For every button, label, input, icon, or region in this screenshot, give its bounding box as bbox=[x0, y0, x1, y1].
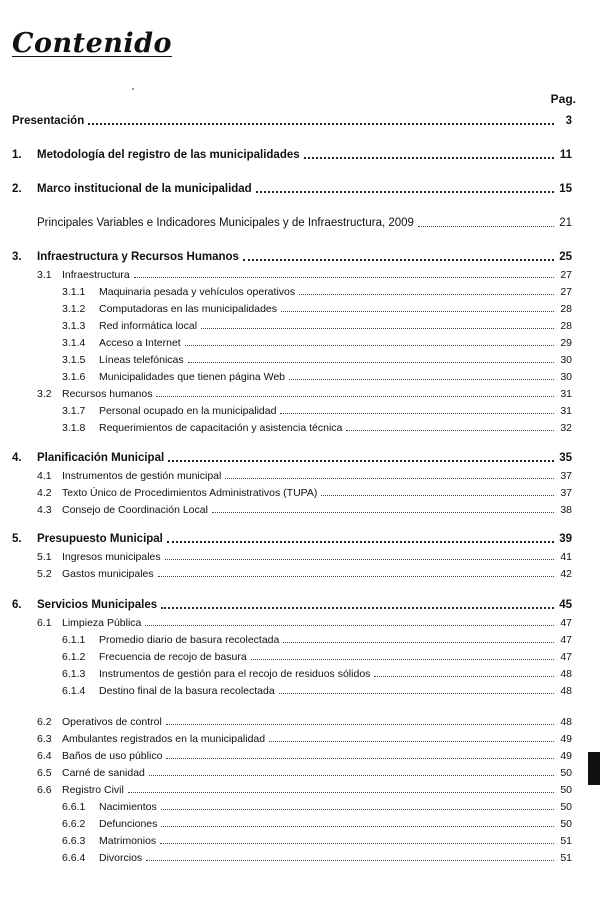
toc-entry-page: 32 bbox=[560, 421, 572, 434]
dot-leader bbox=[418, 225, 554, 227]
dot-leader bbox=[88, 122, 554, 125]
toc-entry bbox=[12, 530, 572, 545]
toc-entry-number: 3.1.1 bbox=[62, 285, 86, 298]
toc-entry bbox=[12, 146, 572, 161]
toc-entry-title: Marco institucional de la municipalidad bbox=[37, 182, 252, 195]
toc-entry-number: 3.1.4 bbox=[62, 336, 86, 349]
toc-entry-page: 27 bbox=[560, 285, 572, 298]
toc-entry-page: 50 bbox=[560, 783, 572, 796]
toc-entry bbox=[37, 729, 572, 744]
toc-entry-page: 41 bbox=[560, 550, 572, 563]
toc-entry-page: 27 bbox=[560, 268, 572, 281]
toc-entry-page: 37 bbox=[560, 486, 572, 499]
dot-leader bbox=[168, 459, 554, 462]
toc-entry-page: 49 bbox=[560, 732, 572, 745]
toc-entry-title: Requerimientos de capacitación y asistencia técnica bbox=[99, 421, 343, 434]
dot-leader bbox=[279, 692, 554, 694]
dot-leader bbox=[166, 723, 554, 725]
toc-entry-number: 6.1 bbox=[37, 616, 52, 629]
toc-entry-title: Matrimonios bbox=[99, 834, 157, 847]
toc-entry-title: Consejo de Coordinación Local bbox=[62, 503, 208, 516]
dot-leader bbox=[161, 808, 554, 810]
toc-entry-number: 3.1.3 bbox=[62, 319, 86, 332]
toc-entry bbox=[12, 449, 572, 464]
toc-entry-number: 4.2 bbox=[37, 486, 52, 499]
toc-entry-title: Metodología del registro de las municipalidades bbox=[37, 148, 300, 161]
toc-entry-page: 28 bbox=[560, 319, 572, 332]
toc-entry-number: 5.1 bbox=[37, 550, 52, 563]
toc-entry-title: Líneas telefónicas bbox=[99, 353, 184, 366]
dot-leader bbox=[212, 511, 554, 513]
toc-entry-number: 3.1.2 bbox=[62, 302, 86, 315]
dot-leader bbox=[374, 675, 554, 677]
toc-entry-number: 2. bbox=[12, 182, 22, 195]
toc-entry-page: 48 bbox=[560, 667, 572, 680]
toc-entry-page: 45 bbox=[559, 598, 572, 611]
dot-leader bbox=[145, 624, 554, 626]
toc-entry bbox=[62, 282, 572, 297]
toc-entry-title: Operativos de control bbox=[62, 715, 162, 728]
toc-entry-title: Limpieza Pública bbox=[62, 616, 142, 629]
dot-leader bbox=[289, 378, 554, 380]
dot-leader bbox=[269, 740, 554, 742]
toc-entry bbox=[12, 180, 572, 195]
toc-entry-page: 25 bbox=[559, 250, 572, 263]
dot-leader bbox=[188, 361, 554, 363]
toc-entry-page: 48 bbox=[560, 715, 572, 728]
dot-leader bbox=[146, 859, 554, 861]
toc-entry bbox=[37, 763, 572, 778]
toc-entry-title: Registro Civil bbox=[62, 783, 124, 796]
toc-entry bbox=[37, 500, 572, 515]
toc-entry-title: Planificación Municipal bbox=[37, 451, 165, 464]
toc-entry bbox=[62, 664, 572, 679]
toc-entry-number: 3.1.7 bbox=[62, 404, 86, 417]
toc-entry bbox=[62, 333, 572, 348]
toc-entry bbox=[37, 265, 572, 280]
toc-entry-page: 50 bbox=[560, 817, 572, 830]
toc-entry-page: 30 bbox=[560, 353, 572, 366]
toc-entry bbox=[62, 647, 572, 662]
toc-entry-title: Carné de sanidad bbox=[62, 766, 145, 779]
toc-entry-title: Ingresos municipales bbox=[62, 550, 161, 563]
dot-leader bbox=[281, 310, 554, 312]
dot-leader bbox=[156, 395, 554, 397]
toc-entry bbox=[62, 681, 572, 696]
toc-entry-page: 31 bbox=[560, 387, 572, 400]
toc-entry-title: Acceso a Internet bbox=[99, 336, 181, 349]
toc-entry-number: 4.3 bbox=[37, 503, 52, 516]
toc-entry bbox=[62, 831, 572, 846]
dot-leader bbox=[251, 658, 554, 660]
section-tab-marker bbox=[588, 752, 600, 785]
dot-leader bbox=[166, 757, 554, 759]
toc-entry-page: 48 bbox=[560, 684, 572, 697]
toc-entry-page: 39 bbox=[559, 532, 572, 545]
toc-entry-title: Computadoras en las municipalidades bbox=[99, 302, 278, 315]
toc-entry bbox=[37, 466, 572, 481]
toc-entry bbox=[37, 547, 572, 562]
toc-entry-title: Divorcios bbox=[99, 851, 143, 864]
toc-entry-page: 3 bbox=[565, 114, 572, 127]
toc-entry bbox=[37, 746, 572, 761]
toc-entry-page: 42 bbox=[560, 567, 572, 580]
dot-leader bbox=[161, 606, 554, 609]
toc-entry-title: Baños de uso público bbox=[62, 749, 163, 762]
dot-leader bbox=[149, 774, 554, 776]
page-column-label: Pag. bbox=[550, 92, 576, 106]
toc-entry-page: 28 bbox=[560, 302, 572, 315]
toc-entry-number: 6.5 bbox=[37, 766, 52, 779]
toc-entry-number: 3.2 bbox=[37, 387, 52, 400]
toc-entry-number: 5. bbox=[12, 532, 22, 545]
toc-entry-number: 6.2 bbox=[37, 715, 52, 728]
toc-entry-page: 47 bbox=[560, 616, 572, 629]
page-title: Contenido bbox=[12, 28, 173, 59]
toc-entry-page: 37 bbox=[560, 469, 572, 482]
toc-entry bbox=[62, 797, 572, 812]
dot-leader bbox=[256, 190, 554, 193]
toc-entry-page: 38 bbox=[560, 503, 572, 516]
toc-entry-title: Frecuencia de recojo de basura bbox=[99, 650, 247, 663]
toc-entry bbox=[37, 214, 572, 229]
toc-entry-number: 3.1.8 bbox=[62, 421, 86, 434]
toc-entry-page: 31 bbox=[560, 404, 572, 417]
dot-leader bbox=[346, 429, 554, 431]
toc-entry bbox=[37, 780, 572, 795]
toc-entry-number: 6.6.4 bbox=[62, 851, 86, 864]
toc-entry-number: 3.1.5 bbox=[62, 353, 86, 366]
toc-entry-page: 15 bbox=[559, 182, 572, 195]
toc-entry-number: 3. bbox=[12, 250, 22, 263]
toc-entry-page: 51 bbox=[560, 851, 572, 864]
dot-leader bbox=[304, 156, 554, 159]
toc-entry-number: 3.1.6 bbox=[62, 370, 86, 383]
dot-leader bbox=[321, 494, 554, 496]
dot-leader bbox=[225, 477, 554, 479]
toc-entry-title: Municipalidades que tienen página Web bbox=[99, 370, 286, 383]
toc-entry-page: 11 bbox=[559, 148, 572, 161]
toc-entry-title: Texto Único de Procedimientos Administrativos (TUPA) bbox=[62, 486, 318, 499]
toc-entry bbox=[62, 350, 572, 365]
dot-leader bbox=[280, 412, 554, 414]
toc-entry bbox=[37, 384, 572, 399]
dot-leader bbox=[165, 558, 554, 560]
toc-entry-title: Infraestructura bbox=[62, 268, 130, 281]
toc-entry-page: 51 bbox=[560, 834, 572, 847]
toc-entry-number: 4.1 bbox=[37, 469, 52, 482]
toc-entry bbox=[12, 248, 572, 263]
toc-entry bbox=[62, 418, 572, 433]
toc-entry bbox=[62, 367, 572, 382]
dot-leader bbox=[243, 258, 554, 261]
toc-entry-title: Gastos municipales bbox=[62, 567, 154, 580]
toc-entry-title: Presentación bbox=[12, 114, 85, 127]
dot-leader bbox=[167, 540, 554, 543]
toc-entry-number: 6.1.4 bbox=[62, 684, 86, 697]
toc-entry-page: 50 bbox=[560, 766, 572, 779]
toc-entry-page: 47 bbox=[560, 633, 572, 646]
toc-entry-number: 6.3 bbox=[37, 732, 52, 745]
toc-entry bbox=[37, 613, 572, 628]
toc-entry-title: Instrumentos de gestión para el recojo de residuos sólidos bbox=[99, 667, 371, 680]
toc-entry-title: Personal ocupado en la municipalidad bbox=[99, 404, 277, 417]
toc-entry-number: 6.6.1 bbox=[62, 800, 86, 813]
toc-entry-title: Red informática local bbox=[99, 319, 198, 332]
toc-entry-number: 6.6.2 bbox=[62, 817, 86, 830]
dot-leader bbox=[201, 327, 554, 329]
dot-leader bbox=[128, 791, 554, 793]
dot-leader bbox=[185, 344, 554, 346]
dot-leader bbox=[134, 276, 554, 278]
toc-entry bbox=[62, 814, 572, 829]
toc-entry-number: 6.1.3 bbox=[62, 667, 86, 680]
toc-entry-title: Defunciones bbox=[99, 817, 158, 830]
toc-entry-title: Principales Variables e Indicadores Municipales y de Infraestructura, 2009 bbox=[37, 216, 414, 229]
dot-leader bbox=[299, 293, 554, 295]
toc-entry-title: Nacimientos bbox=[99, 800, 157, 813]
toc-entry bbox=[12, 596, 572, 611]
toc-entry-number: 6.6 bbox=[37, 783, 52, 796]
dot-leader bbox=[160, 842, 554, 844]
toc-entry-page: 50 bbox=[560, 800, 572, 813]
dot-leader bbox=[158, 575, 554, 577]
toc-entry-page: 35 bbox=[559, 451, 572, 464]
toc-entry-title: Promedio diario de basura recolectada bbox=[99, 633, 280, 646]
toc-entry-number: 5.2 bbox=[37, 567, 52, 580]
toc-entry-title: Infraestructura y Recursos Humanos bbox=[37, 250, 239, 263]
toc-entry-page: 47 bbox=[560, 650, 572, 663]
toc-entry-number: 6.1.1 bbox=[62, 633, 86, 646]
toc-entry bbox=[37, 712, 572, 727]
toc-entry-page: 30 bbox=[560, 370, 572, 383]
toc-entry-title: Presupuesto Municipal bbox=[37, 532, 163, 545]
toc-entry-number: 6.6.3 bbox=[62, 834, 86, 847]
toc-entry bbox=[37, 483, 572, 498]
toc-entry bbox=[12, 112, 572, 127]
toc-entry-number: 1. bbox=[12, 148, 22, 161]
toc-entry-title: Maquinaria pesada y vehículos operativos bbox=[99, 285, 296, 298]
toc-entry-title: Recursos humanos bbox=[62, 387, 153, 400]
toc-entry-title: Instrumentos de gestión municipal bbox=[62, 469, 222, 482]
toc-entry bbox=[62, 299, 572, 314]
dot-leader bbox=[283, 641, 554, 643]
toc-entry-title: Servicios Municipales bbox=[37, 598, 158, 611]
toc-entry-page: 49 bbox=[560, 749, 572, 762]
toc-entry-number: 6.1.2 bbox=[62, 650, 86, 663]
toc-entry-number: 4. bbox=[12, 451, 22, 464]
toc-entry-number: 3.1 bbox=[37, 268, 52, 281]
toc-entry-number: 6. bbox=[12, 598, 22, 611]
toc-entry bbox=[62, 630, 572, 645]
toc-entry bbox=[62, 316, 572, 331]
dot-leader bbox=[161, 825, 554, 827]
toc-entry-page: 29 bbox=[560, 336, 572, 349]
toc-entry-number: 6.4 bbox=[37, 749, 52, 762]
toc-entry bbox=[37, 564, 572, 579]
toc-entry bbox=[62, 848, 572, 863]
toc-entry-title: Ambulantes registrados en la municipalidad bbox=[62, 732, 266, 745]
toc-entry bbox=[62, 401, 572, 416]
toc-entry-page: 21 bbox=[559, 216, 572, 229]
toc-entry-title: Destino final de la basura recolectada bbox=[99, 684, 275, 697]
